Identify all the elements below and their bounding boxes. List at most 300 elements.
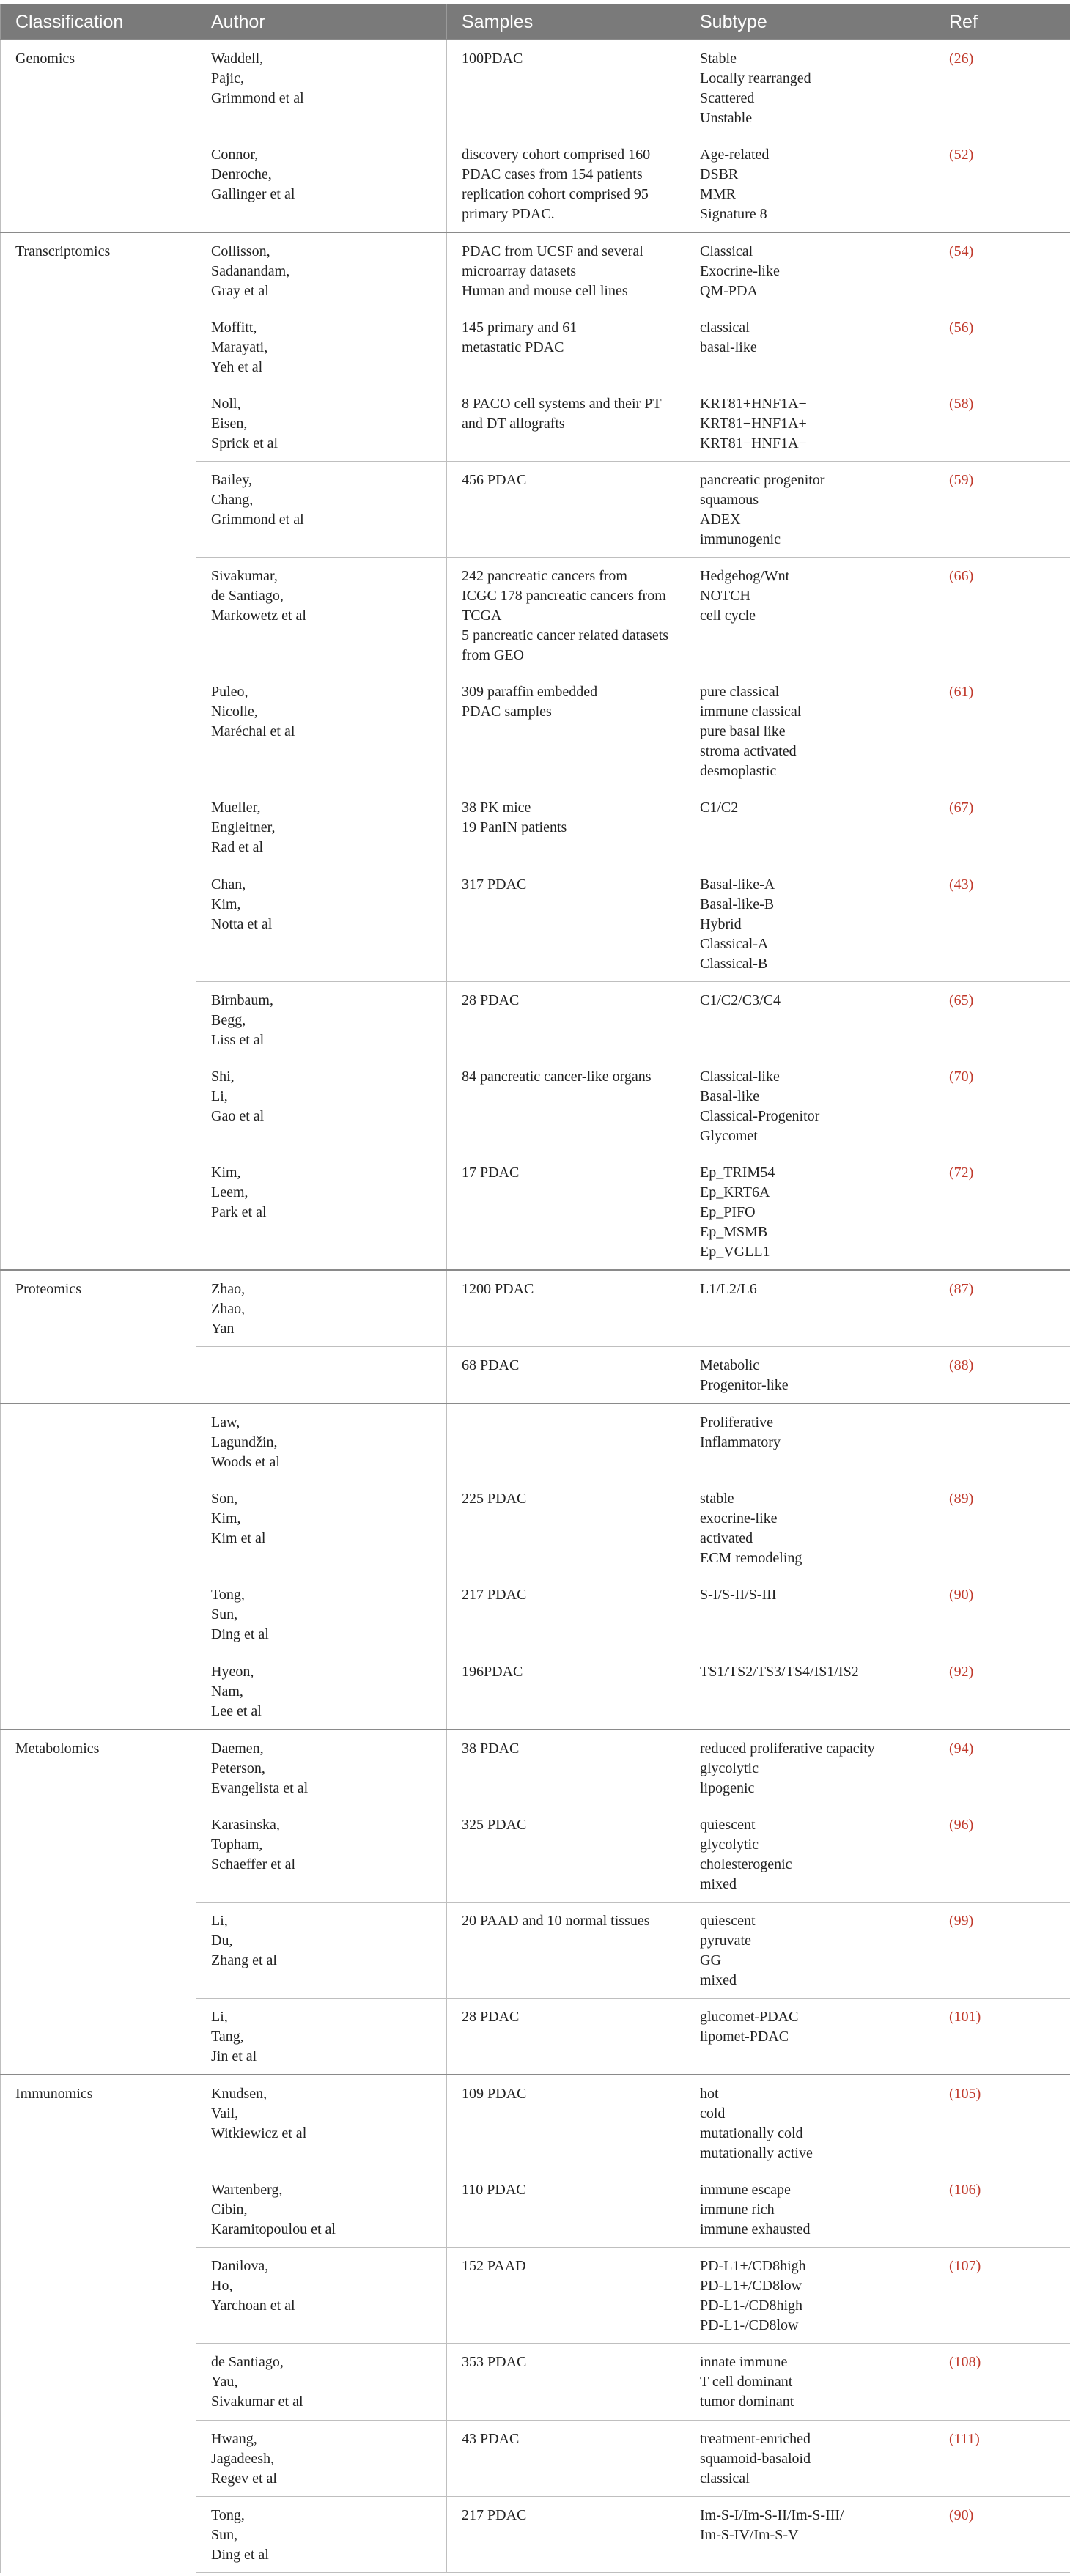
author-cell [196, 1480, 447, 1576]
samples-cell [447, 1154, 685, 1270]
author-line: Connor, [211, 146, 259, 163]
samples-line: 217 PDAC [462, 2506, 527, 2523]
author-line: Bailey, [211, 472, 252, 489]
subtype-cell [685, 40, 934, 136]
subtype-cell [685, 789, 934, 866]
table-row [1, 2075, 1070, 2171]
author-line: Evangelista et al [211, 1779, 309, 1796]
samples-line: primary PDAC. [462, 205, 555, 222]
ref-link[interactable]: (56) [934, 309, 1070, 385]
subtype-cell [685, 1999, 934, 2075]
subtype-line: desmoplastic [700, 763, 777, 780]
samples-cell [447, 385, 685, 461]
author-line: Sprick et al [211, 435, 278, 451]
table-row [1, 1270, 1070, 1347]
author-line: Pajic, [211, 70, 244, 86]
author-line: de Santiago, [211, 2354, 284, 2371]
author-line: Witkiewicz et al [211, 2125, 307, 2142]
samples-cell [447, 309, 685, 385]
subtype-line: immunogenic [700, 531, 781, 548]
author-cell [196, 462, 447, 558]
subtype-line: Ep_PIFO [700, 1203, 756, 1220]
author-line: Moffitt, [211, 319, 257, 336]
samples-line: 217 PDAC [462, 1587, 527, 1603]
author-line: Sivakumar, [211, 568, 278, 585]
author-line: Peterson, [211, 1760, 265, 1776]
subtype-line: squamous [700, 492, 759, 509]
author-cell [196, 1576, 447, 1653]
samples-line: 5 pancreatic cancer related datasets [462, 627, 669, 644]
author-cell [196, 2496, 447, 2572]
subtype-line: L1/L2/L6 [700, 1281, 757, 1298]
ref-link[interactable]: (96) [934, 1806, 1070, 1902]
samples-line: 145 primary and 61 [462, 319, 578, 336]
subtype-line: Age-related [700, 146, 770, 163]
samples-line: 242 pancreatic cancers from [462, 568, 627, 585]
samples-cell [447, 136, 685, 232]
subtype-line: Classical [700, 243, 753, 259]
author-line: Denroche, [211, 166, 272, 182]
samples-cell [447, 2171, 685, 2248]
samples-cell [447, 2344, 685, 2420]
subtype-line: KRT81+HNF1A− [700, 395, 807, 412]
subtype-cell [685, 558, 934, 673]
author-line: Woods et al [211, 1454, 280, 1471]
author-cell [196, 1730, 447, 1806]
ref-link[interactable]: (89) [934, 1480, 1070, 1576]
author-line: Gray et al [211, 282, 269, 299]
subtype-line: Basal-like [700, 1088, 760, 1104]
table-row [1, 40, 1070, 136]
samples-cell [447, 1999, 685, 2075]
author-line: Yarchoan et al [211, 2298, 295, 2314]
subtype-line: mutationally cold [700, 2125, 803, 2142]
author-line: Yan [211, 1321, 235, 1337]
author-cell [196, 1999, 447, 2075]
author-cell [196, 232, 447, 309]
samples-cell [447, 40, 685, 136]
subtype-line: T cell dominant [700, 2374, 793, 2391]
ref-link[interactable]: (26) [934, 40, 1070, 136]
subtype-line: Classical-B [700, 955, 768, 972]
ref-link[interactable]: (90) [934, 1576, 1070, 1653]
subtype-cell [685, 1403, 934, 1480]
samples-line: TCGA [462, 608, 502, 624]
author-line: Karasinska, [211, 1816, 280, 1833]
author-line: Zhao, [211, 1281, 246, 1298]
subtype-line: C1/C2 [700, 800, 739, 816]
author-line: Topham, [211, 1836, 263, 1853]
author-cell [196, 673, 447, 789]
author-line: Birnbaum, [211, 992, 273, 1008]
ref-link[interactable]: (99) [934, 1902, 1070, 1998]
author-line: Kim et al [211, 1530, 266, 1547]
subtype-line: glycolytic [700, 1760, 759, 1776]
subtype-cell [685, 2496, 934, 2572]
author-line: Grimmond et al [211, 512, 304, 528]
classification-cell: Immunomics [1, 2075, 196, 2572]
samples-line: 20 PAAD and 10 normal tissues [462, 1912, 650, 1929]
author-line: Wartenberg, [211, 2182, 283, 2199]
author-line: Ding et al [211, 1626, 269, 1643]
subtype-cell [685, 2171, 934, 2248]
samples-line: 325 PDAC [462, 1816, 527, 1833]
table-row [1, 1730, 1070, 1806]
subtype-cell [685, 981, 934, 1058]
subtype-line: pure basal like [700, 723, 786, 740]
subtype-line: ECM remodeling [700, 1550, 802, 1567]
subtype-line: KRT81−HNF1A− [700, 435, 807, 451]
author-cell [196, 2344, 447, 2420]
author-cell [196, 385, 447, 461]
ref-link[interactable]: (66) [934, 558, 1070, 673]
author-cell [196, 1902, 447, 1998]
subtype-line: Exocrine-like [700, 262, 780, 279]
subtype-line: S-I/S-II/S-III [700, 1587, 777, 1603]
subtype-cell [685, 2075, 934, 2171]
author-line: Jagadeesh, [211, 2450, 275, 2467]
subtype-line: Classical-A [700, 935, 769, 952]
subtype-line: basal-like [700, 339, 757, 355]
subtype-cell [685, 1653, 934, 1730]
subtype-line: glycolytic [700, 1836, 759, 1853]
subtype-line: cell cycle [700, 608, 756, 624]
author-line: Lagundžin, [211, 1434, 278, 1451]
classification-cell: Proteomics [1, 1270, 196, 1403]
subtype-line: Basal-like-B [700, 896, 775, 912]
subtype-line: Ep_MSMB [700, 1223, 768, 1240]
samples-cell [447, 1347, 685, 1404]
author-line: Nicolle, [211, 704, 258, 720]
samples-cell [447, 1480, 685, 1576]
subtype-line: PD-L1-/CD8low [700, 2317, 799, 2334]
subtype-cell [685, 866, 934, 981]
author-line: Begg, [211, 1011, 246, 1028]
author-cell [196, 866, 447, 981]
subtype-cell [685, 1270, 934, 1347]
subtype-line: mixed [700, 1875, 737, 1892]
author-line: Lee et al [211, 1702, 262, 1719]
subtype-line: GG [700, 1952, 721, 1968]
author-cell [196, 136, 447, 232]
author-cell [196, 1058, 447, 1154]
samples-cell [447, 673, 685, 789]
author-line: Karamitopoulou et al [211, 2221, 336, 2238]
author-cell [196, 789, 447, 866]
ref-link[interactable]: (101) [934, 1999, 1070, 2075]
samples-cell [447, 2420, 685, 2496]
samples-cell [447, 866, 685, 981]
ref-link[interactable]: (106) [934, 2171, 1070, 2248]
author-line: Park et al [211, 1203, 267, 1220]
subtype-line: PD-L1+/CD8high [700, 2258, 806, 2275]
author-line: Cibin, [211, 2202, 248, 2218]
samples-line: 84 pancreatic cancer-like organs [462, 1068, 652, 1085]
subtype-line: ADEX [700, 512, 741, 528]
ref-link[interactable]: (72) [934, 1154, 1070, 1270]
author-cell [196, 1806, 447, 1902]
author-line: Hwang, [211, 2430, 257, 2447]
subtype-line: Ep_KRT6A [700, 1184, 770, 1200]
subtype-cell [685, 1576, 934, 1653]
subtype-line: Ep_VGLL1 [700, 1243, 770, 1260]
author-line: Son, [211, 1491, 238, 1507]
author-cell [196, 1270, 447, 1347]
author-line: Mueller, [211, 800, 261, 816]
author-line: Li, [211, 2009, 228, 2026]
ref-link[interactable]: (111) [934, 2420, 1070, 2496]
author-line: Gao et al [211, 1107, 265, 1124]
author-line: Yau, [211, 2374, 238, 2391]
samples-cell [447, 981, 685, 1058]
subtype-line: Im-S-IV/Im-S-V [700, 2526, 799, 2543]
samples-cell [447, 2248, 685, 2344]
subtype-line: PD-L1+/CD8low [700, 2278, 802, 2295]
table-header [1, 4, 1070, 40]
samples-line: 43 PDAC [462, 2430, 520, 2447]
author-line: Grimmond et al [211, 89, 304, 106]
subtype-cell [685, 309, 934, 385]
ref-link[interactable]: (107) [934, 2248, 1070, 2344]
subtype-cell [685, 2344, 934, 2420]
subtype-line: glucomet-PDAC [700, 2009, 799, 2026]
subtype-line: cold [700, 2106, 726, 2122]
subtype-line: quiescent [700, 1816, 756, 1833]
ref-link[interactable]: (105) [934, 2075, 1070, 2171]
subtype-line: quiescent [700, 1912, 756, 1929]
ref-link[interactable]: (90) [934, 2496, 1070, 2572]
subtype-line: Metabolic [700, 1357, 760, 1374]
author-line: Marayati, [211, 339, 268, 355]
ref-link[interactable]: (65) [934, 981, 1070, 1058]
samples-line: 225 PDAC [462, 1491, 527, 1507]
author-line: Zhao, [211, 1301, 246, 1318]
samples-cell [447, 558, 685, 673]
samples-line: 152 PAAD [462, 2258, 526, 2275]
samples-line: replication cohort comprised 95 [462, 185, 649, 202]
author-cell [196, 2420, 447, 2496]
subtype-cell [685, 2248, 934, 2344]
author-line: Vail, [211, 2106, 239, 2122]
header-author: Author [196, 4, 447, 40]
subtype-line: Scattered [700, 89, 755, 106]
subtype-line: Classical-Progenitor [700, 1107, 820, 1124]
author-line: Maréchal et al [211, 723, 295, 740]
samples-line: 38 PDAC [462, 1740, 520, 1757]
samples-cell [447, 2075, 685, 2171]
author-line: Chang, [211, 492, 254, 509]
author-cell [196, 2171, 447, 2248]
author-line: Collisson, [211, 243, 270, 259]
samples-line: 28 PDAC [462, 992, 520, 1008]
table-body [1, 40, 1070, 2573]
samples-line: 1200 PDAC [462, 1281, 534, 1298]
ref-link[interactable]: (92) [934, 1653, 1070, 1730]
subtype-line: stroma activated [700, 743, 797, 760]
author-line: Rad et al [211, 839, 264, 856]
ref-link[interactable]: (88) [934, 1347, 1070, 1404]
samples-line: 309 paraffin embedded [462, 684, 598, 701]
subtype-line: classical [700, 2470, 750, 2487]
subtype-line: pyruvate [700, 1932, 751, 1949]
ref-link[interactable]: (58) [934, 385, 1070, 461]
author-line: Danilova, [211, 2258, 269, 2275]
ref-link[interactable]: (43) [934, 866, 1070, 981]
samples-line: 100PDAC [462, 50, 523, 67]
subtype-line: treatment-enriched [700, 2430, 811, 2447]
subtype-line: immune rich [700, 2202, 775, 2218]
subtype-line: tumor dominant [700, 2394, 794, 2410]
subtype-cell [685, 136, 934, 232]
samples-line: 317 PDAC [462, 876, 527, 893]
subtype-line: immune exhausted [700, 2221, 811, 2238]
author-line: Notta et al [211, 915, 273, 932]
samples-line: from GEO [462, 647, 524, 664]
ref-link[interactable]: (61) [934, 673, 1070, 789]
author-line: Sun, [211, 2526, 238, 2543]
subtype-line: innate immune [700, 2354, 788, 2371]
samples-cell [447, 1576, 685, 1653]
samples-line: 110 PDAC [462, 2182, 526, 2199]
ref-link[interactable]: (54) [934, 232, 1070, 309]
author-cell [196, 1347, 447, 1404]
author-line: Jin et al [211, 2048, 257, 2065]
subtype-line: Classical-like [700, 1068, 780, 1085]
subtype-line: classical [700, 319, 750, 336]
subtype-line: TS1/TS2/TS3/TS4/IS1/IS2 [700, 1663, 859, 1680]
table-row [1, 232, 1070, 309]
ref-link[interactable]: (87) [934, 1270, 1070, 1347]
subtype-line: stable [700, 1491, 734, 1507]
author-cell [196, 558, 447, 673]
header-subtype: Subtype [685, 4, 934, 40]
header-samples: Samples [447, 4, 685, 40]
header-ref: Ref [934, 4, 1070, 40]
subtype-cell [685, 673, 934, 789]
samples-line: 19 PanIN patients [462, 819, 567, 836]
subtype-line: PD-L1-/CD8high [700, 2298, 802, 2314]
author-cell [196, 2248, 447, 2344]
subtype-cell [685, 1730, 934, 1806]
subtype-cell [685, 1902, 934, 1998]
ref-link[interactable]: (52) [934, 136, 1070, 232]
subtype-classification-table [0, 4, 1070, 2573]
ref-link[interactable]: (67) [934, 789, 1070, 866]
author-line: Markowetz et al [211, 608, 306, 624]
subtype-line: hot [700, 2086, 719, 2103]
subtype-line: immune classical [700, 704, 802, 720]
ref-link[interactable] [934, 1403, 1070, 1480]
author-line: Tong, [211, 2506, 245, 2523]
ref-link[interactable]: (94) [934, 1730, 1070, 1806]
author-line: Sun, [211, 1606, 238, 1623]
subtype-line: pancreatic progenitor [700, 472, 825, 489]
samples-cell [447, 1058, 685, 1154]
classification-cell [1, 1403, 196, 1729]
samples-cell [447, 232, 685, 309]
author-line: Sadanandam, [211, 262, 290, 279]
author-line: Li, [211, 1088, 228, 1104]
author-cell [196, 2075, 447, 2171]
subtype-line: activated [700, 1530, 753, 1547]
ref-link[interactable]: (70) [934, 1058, 1070, 1154]
subtype-line: C1/C2/C3/C4 [700, 992, 781, 1008]
ref-link[interactable]: (108) [934, 2344, 1070, 2420]
subtype-line: Proliferative [700, 1414, 773, 1431]
samples-line: 38 PK mice [462, 800, 531, 816]
samples-line: metastatic PDAC [462, 339, 564, 355]
samples-cell [447, 1902, 685, 1998]
author-cell [196, 40, 447, 136]
author-line: Li, [211, 1912, 228, 1929]
subtype-line: Progenitor-like [700, 1377, 789, 1394]
author-line: Yeh et al [211, 358, 263, 375]
classification-cell: Transcriptomics [1, 232, 196, 1270]
subtype-line: DSBR [700, 166, 739, 182]
author-line: Kim, [211, 1164, 241, 1181]
author-cell [196, 981, 447, 1058]
subtype-line: lipogenic [700, 1779, 755, 1796]
subtype-line: Glycomet [700, 1127, 758, 1144]
samples-cell [447, 462, 685, 558]
samples-line: ICGC 178 pancreatic cancers from [462, 588, 666, 605]
header-classification: Classification [1, 4, 196, 40]
subtype-line: mutationally active [700, 2145, 813, 2162]
samples-line: microarray datasets [462, 262, 577, 279]
subtype-line: exocrine-like [700, 1510, 778, 1527]
author-line: Kim, [211, 896, 241, 912]
author-line: de Santiago, [211, 588, 284, 605]
subtype-line: Unstable [700, 109, 753, 126]
subtype-cell [685, 385, 934, 461]
author-line: Tang, [211, 2029, 244, 2045]
samples-cell [447, 1806, 685, 1902]
author-line: Waddell, [211, 50, 264, 67]
subtype-line: mixed [700, 1971, 737, 1988]
author-line: Puleo, [211, 684, 248, 701]
ref-link[interactable]: (59) [934, 462, 1070, 558]
author-line: Daemen, [211, 1740, 264, 1757]
samples-line: 196PDAC [462, 1663, 523, 1680]
samples-line: 8 PACO cell systems and their PT [462, 395, 662, 412]
subtype-line: Im-S-I/Im-S-II/Im-S-III/ [700, 2506, 844, 2523]
subtype-line: Inflammatory [700, 1434, 781, 1451]
author-line: Du, [211, 1932, 233, 1949]
author-line: Hyeon, [211, 1663, 254, 1680]
author-cell [196, 1154, 447, 1270]
samples-line: 17 PDAC [462, 1164, 520, 1181]
author-line: Kim, [211, 1510, 241, 1527]
subtype-line: KRT81−HNF1A+ [700, 415, 807, 432]
author-line: Zhang et al [211, 1952, 277, 1968]
samples-line: 28 PDAC [462, 2009, 520, 2026]
author-line: Shi, [211, 1068, 235, 1085]
subtype-cell [685, 1154, 934, 1270]
classification-cell: Metabolomics [1, 1730, 196, 2075]
samples-line: PDAC from UCSF and several [462, 243, 643, 259]
subtype-line: MMR [700, 185, 736, 202]
samples-line: 109 PDAC [462, 2086, 527, 2103]
author-line: Engleitner, [211, 819, 276, 836]
author-cell [196, 1403, 447, 1480]
subtype-line: cholesterogenic [700, 1856, 792, 1872]
samples-cell [447, 789, 685, 866]
samples-cell [447, 1730, 685, 1806]
classification-cell: Genomics [1, 40, 196, 232]
samples-cell [447, 1270, 685, 1347]
subtype-line: pure classical [700, 684, 780, 701]
author-line: Ho, [211, 2278, 233, 2295]
